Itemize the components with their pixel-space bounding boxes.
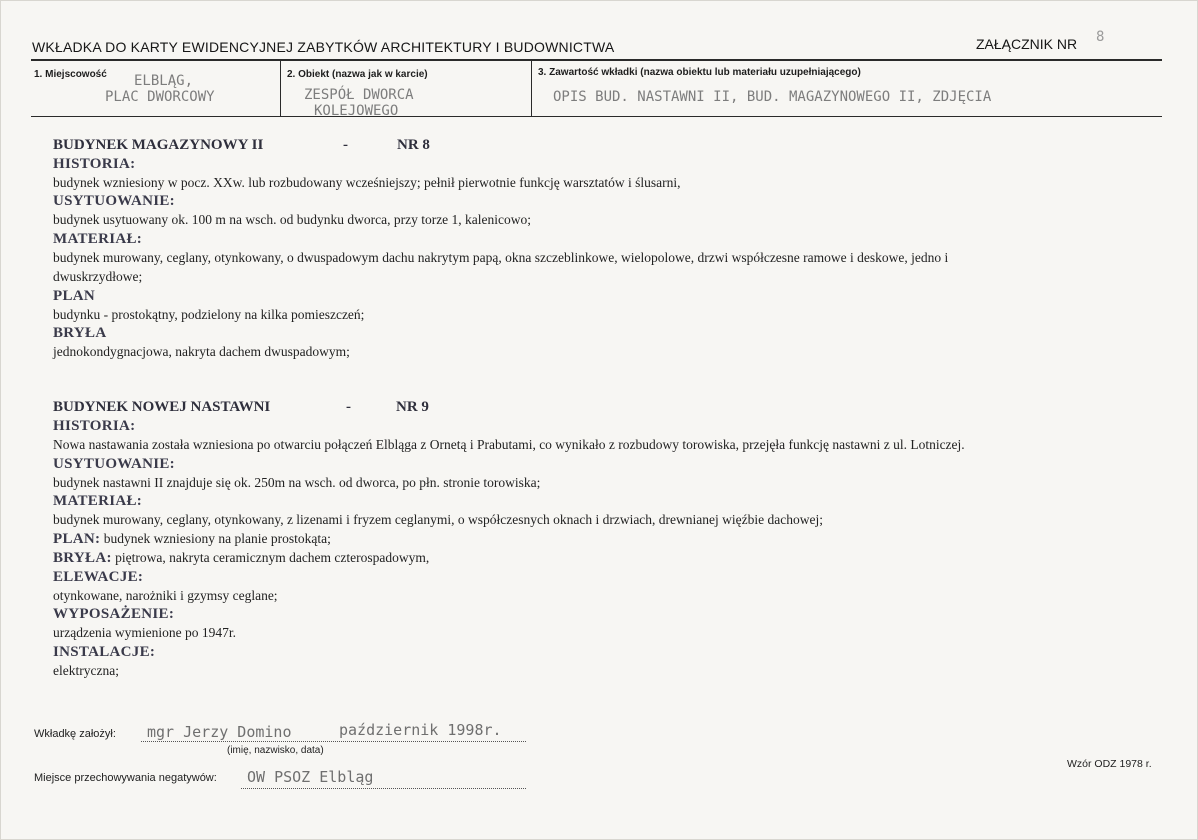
s2-heading-bryla: BRYŁA: — [53, 550, 112, 566]
s1-plan-text: budynku - prostokątny, podzielony na kilka pomieszczeń; — [53, 307, 365, 322]
s1-material-text-1: budynek murowany, ceglany, otynkowany, o dwuspadowym dachu nakrytym papą, okna szczeblinkowe, wielopolowe, drzwi współczesne ramowe i deskowe, jedno i — [53, 250, 949, 265]
s2-elewacje-text: otynkowane, narożniki i gzymsy ceglane; — [53, 588, 278, 603]
author-value: mgr Jerzy Domino — [147, 723, 292, 741]
field-divider-2 — [531, 61, 532, 117]
s1-heading-bryla: BRYŁA — [53, 325, 107, 341]
s2-heading-historia: HISTORIA: — [53, 418, 136, 434]
s1-heading-plan: PLAN — [53, 288, 96, 304]
s1-heading-material: MATERIAŁ: — [53, 231, 143, 247]
s2-heading-wyposazenie: WYPOSAŻENIE: — [53, 606, 175, 622]
s2-heading-elewacje: ELEWACJE: — [53, 569, 144, 585]
attachment-label: ZAŁĄCZNIK NR — [976, 36, 1078, 52]
field-3-value: OPIS BUD. NASTAWNI II, BUD. MAGAZYNOWEGO II, ZDJĘCIA — [553, 89, 992, 105]
section2-title: BUDYNEK NOWEJ NASTAWNI — [53, 399, 271, 415]
field-3-label: 3. Zawartość wkładki (nazwa obiektu lub materiału uzupełniającego) — [538, 67, 861, 78]
s2-instalacje-text: elektryczna; — [53, 663, 119, 678]
s2-heading-plan: PLAN: — [53, 531, 101, 547]
field-divider-1 — [280, 61, 281, 117]
s2-historia-text: Nowa nastawania została wzniesiona po otwarciu połączeń Elbląga z Ornetą i Prabutami, co wynikało z rozbudowy torowiska, przejęła funkcję nastawni z ul. Lotniczej. — [53, 437, 965, 452]
fields-rule — [31, 116, 1162, 117]
storage-dotted-line — [241, 788, 526, 789]
author-note: (imię, nazwisko, data) — [227, 745, 324, 756]
s1-heading-usytuowanie: USYTUOWANIE: — [53, 193, 175, 209]
s2-bryla-text: piętrowa, nakryta ceramicznym dachem czterospadowym, — [115, 550, 430, 565]
s1-heading-historia: HISTORIA: — [53, 156, 136, 172]
form-title: WKŁADKA DO KARTY EWIDENCYJNEJ ZABYTKÓW ARCHITEKTURY I BUDOWNICTWA — [32, 39, 615, 55]
s2-heading-usytuowanie: USYTUOWANIE: — [53, 456, 175, 472]
section1-dash: - — [343, 137, 348, 153]
field-1-label: 1. Miejscowość — [34, 69, 107, 80]
s1-bryla-text: jednokondygnacjowa, nakryta dachem dwuspadowym; — [53, 344, 350, 359]
field-2-label: 2. Obiekt (nazwa jak w karcie) — [287, 69, 428, 80]
s2-plan-text: budynek wzniesiony na planie prostokąta; — [103, 531, 331, 546]
field-2-value-line1: ZESPÓŁ DWORCA — [304, 87, 414, 103]
section2-number: NR 9 — [396, 399, 429, 415]
storage-label: Miejsce przechowywania negatywów: — [34, 772, 217, 784]
s2-plan-line — [53, 531, 331, 548]
s2-material-text: budynek murowany, ceglany, otynkowany, z lizenami i fryzem ceglanymi, o współczesnych oknach i drzwiach, drewnianej więźbie dachowej; — [53, 512, 823, 527]
section2-dash: - — [346, 399, 351, 415]
storage-value: OW PSOZ Elbląg — [247, 768, 374, 786]
s1-material-text-2: dwuskrzydłowe; — [53, 269, 143, 284]
author-dotted-line — [141, 741, 526, 742]
s2-heading-instalacje: INSTALACJE: — [53, 644, 156, 660]
author-label: Wkładkę założył: — [34, 728, 116, 740]
s2-heading-material: MATERIAŁ: — [53, 493, 143, 509]
s2-usytuowanie-text: budynek nastawni II znajduje się ok. 250m na wsch. od dworca, po płn. stronie torowiska; — [53, 475, 541, 490]
s1-historia-text: budynek wzniesiony w pocz. XXw. lub rozbudowany wcześniejszy; pełnił pierwotnie funkcję warsztatów i ślusarni, — [53, 175, 681, 190]
field-1-value-line1: ELBLĄG, — [134, 73, 194, 89]
field-2-value-line2: KOLEJOWEGO — [314, 103, 399, 119]
attachment-number: 8 — [1096, 29, 1105, 45]
header-rule — [31, 59, 1162, 61]
section1-title: BUDYNEK MAGAZYNOWY II — [53, 137, 264, 153]
section1-number: NR 8 — [397, 137, 430, 153]
field-1-value-line2: PLAC DWORCOWY — [105, 89, 215, 105]
s2-bryla-line — [53, 550, 429, 567]
form-template-note: Wzór ODZ 1978 r. — [1067, 758, 1152, 770]
s2-wyposazenie-text: urządzenia wymienione po 1947r. — [53, 625, 236, 640]
s1-usytuowanie-text: budynek usytuowany ok. 100 m na wsch. od budynku dworca, przy torze 1, kalenicowo; — [53, 212, 532, 227]
author-date: październik 1998r. — [339, 721, 502, 739]
